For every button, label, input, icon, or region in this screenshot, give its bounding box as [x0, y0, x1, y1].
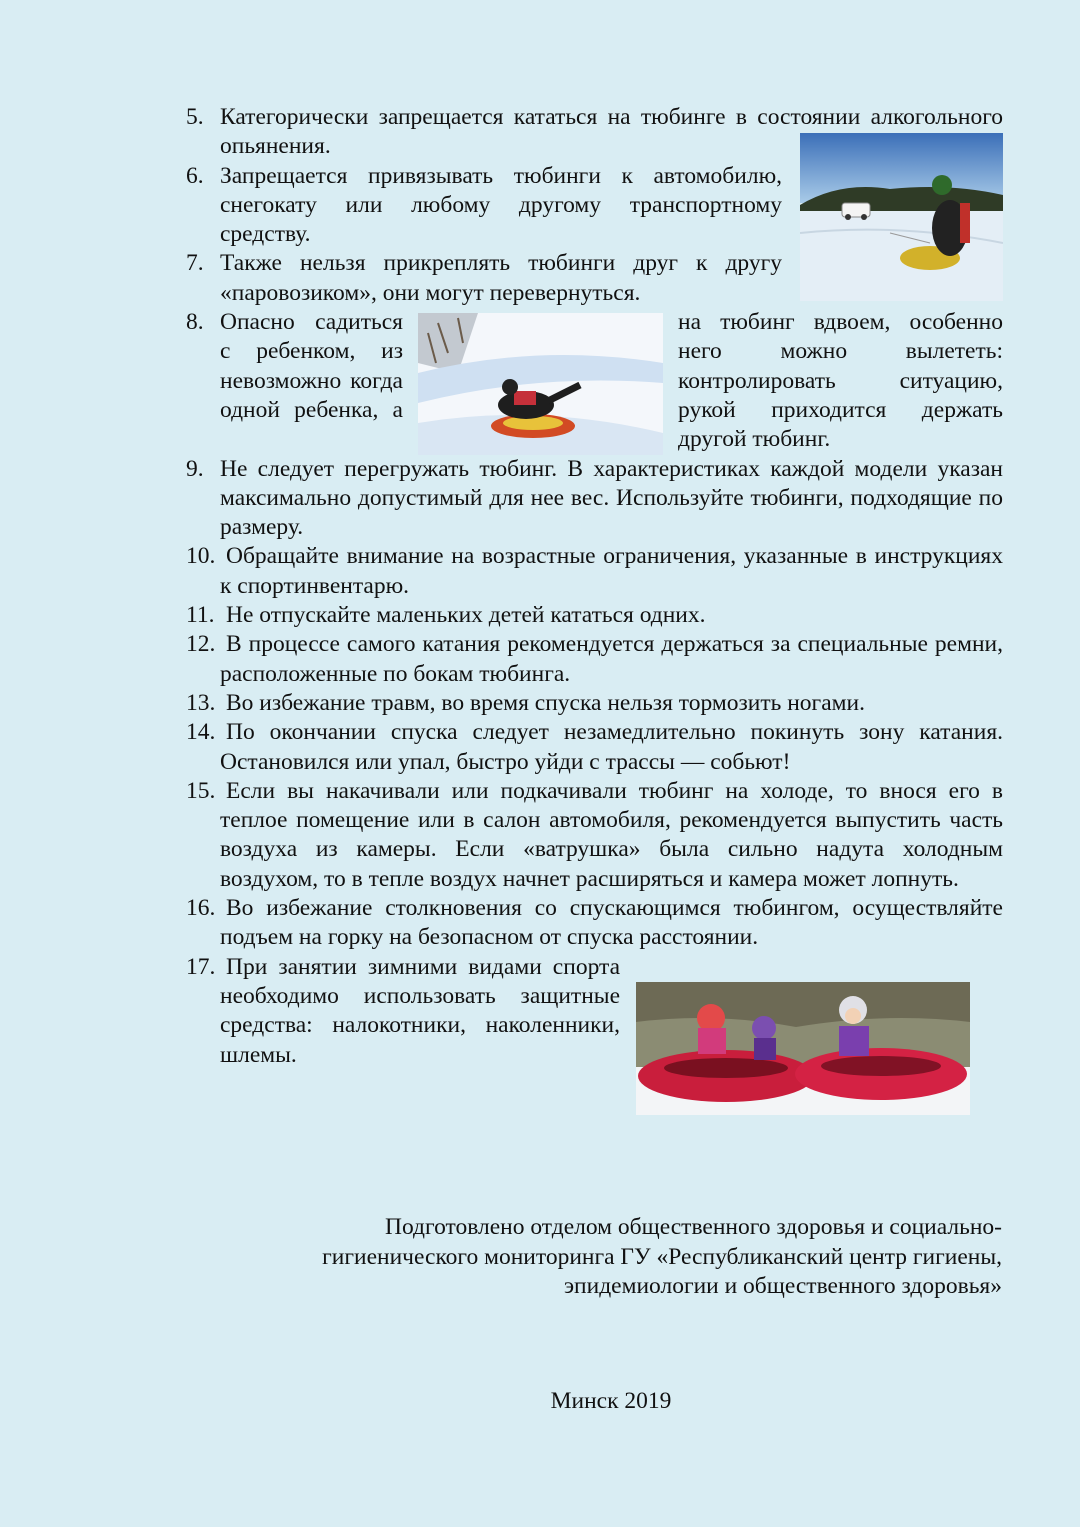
item-number: 16. — [186, 895, 216, 922]
list-item — [186, 308, 1003, 454]
item-number: 13. — [186, 689, 216, 716]
rules-list — [186, 103, 1003, 1070]
item-number: 15. — [186, 777, 216, 804]
item-text: При занятии зимними видами спорта необходимо использовать защитные средства: налокотники, наколенники, шлемы. — [220, 953, 620, 1068]
item-text: В процессе самого катания рекомендуется держаться за специальные ремни, расположенные по бокам тюбинга. — [220, 631, 1003, 687]
list-item — [186, 777, 1003, 894]
item-text: Во избежание столкновения со спускающимся тюбингом, осуществляйте подъем на горку на безопасном от спуска расстоянии. — [220, 895, 1003, 951]
item-number: 11. — [186, 602, 215, 629]
item-number: 14. — [186, 719, 216, 746]
item-text: Не отпускайте маленьких детей кататься одних. — [226, 602, 706, 629]
item-text: Если вы накачивали или подкачивали тюбинг на холоде, то внося его в теплое помещение или в салон автомобиля, рекомендуется выпустить часть воздуха из камеры. Если «ватрушка» была сильно надута холодным воздухом, то в тепле воздух начнет расширяться и камера может лопнуть. — [220, 777, 1003, 892]
item-8-columns — [220, 308, 1003, 454]
item-number: 12. — [186, 631, 216, 658]
item-text: Категорически запрещается кататься на тюбинге в состоянии алкогольного опьянения. — [220, 104, 1003, 160]
city-year: Минск 2019 — [550, 1388, 672, 1414]
list-item — [186, 542, 1003, 601]
list-item — [186, 953, 620, 1070]
item-number: 6. — [186, 162, 204, 189]
list-item — [186, 689, 1003, 718]
list-item — [186, 630, 1003, 689]
item-text: По окончании спуска следует незамедлительно покинуть зону катания. Остановился или упал, быстро уйди с трассы — собьют! — [220, 719, 1003, 775]
item-number: 5. — [186, 104, 204, 130]
list-item — [186, 894, 1003, 953]
list-item — [186, 601, 1003, 630]
item-number: 17. — [186, 953, 216, 980]
footer-credit — [242, 1213, 1002, 1302]
item-text: Во избежание травм, во время спуска нельзя тормозить ногами. — [226, 689, 865, 716]
footer-line-3: эпидемиологии и общественного здоровья» — [563, 1273, 1002, 1299]
list-item — [186, 718, 1003, 777]
item-text: Не следует перегружать тюбинг. В характеристиках каждой модели указан максимально допустимый для нее вес. Используйте тюбинги, подходящие по размеру. — [220, 455, 1003, 541]
item-text: Также нельзя прикреплять тюбинги друг к другу «паровозиком», они могут перевернуться. — [220, 250, 782, 306]
item-number: 8. — [186, 309, 204, 336]
footer-line-2: гигиенического мониторинга ГУ «Республиканский центр гигиены, — [322, 1243, 1002, 1270]
item-text: Обращайте внимание на возрастные ограничения, указанные в инструкциях к спортинвентарю. — [220, 543, 1003, 599]
item-text: Запрещается привязывать тюбинги к автомобилю, снегокату или любому другому транспортному средству. — [220, 162, 782, 248]
item-text-right: на тюбинг вдвоем, особенно него можно вылететь: контролировать ситуацию, рукой приходится держать другой тюбинг. — [678, 309, 1003, 453]
list-item — [186, 455, 1003, 543]
list-item — [186, 103, 1003, 162]
item-number: 9. — [186, 455, 204, 482]
list-item — [186, 162, 782, 250]
footer-line-1: Подготовлено отделом общественного здоровья и социально- — [385, 1214, 1002, 1240]
item-number: 7. — [186, 250, 204, 277]
list-item — [186, 249, 782, 308]
item-text-left: Опасно садиться с ребенком, из невозможно когда одной ребенка, а — [220, 309, 403, 423]
item-number: 10. — [186, 543, 216, 570]
